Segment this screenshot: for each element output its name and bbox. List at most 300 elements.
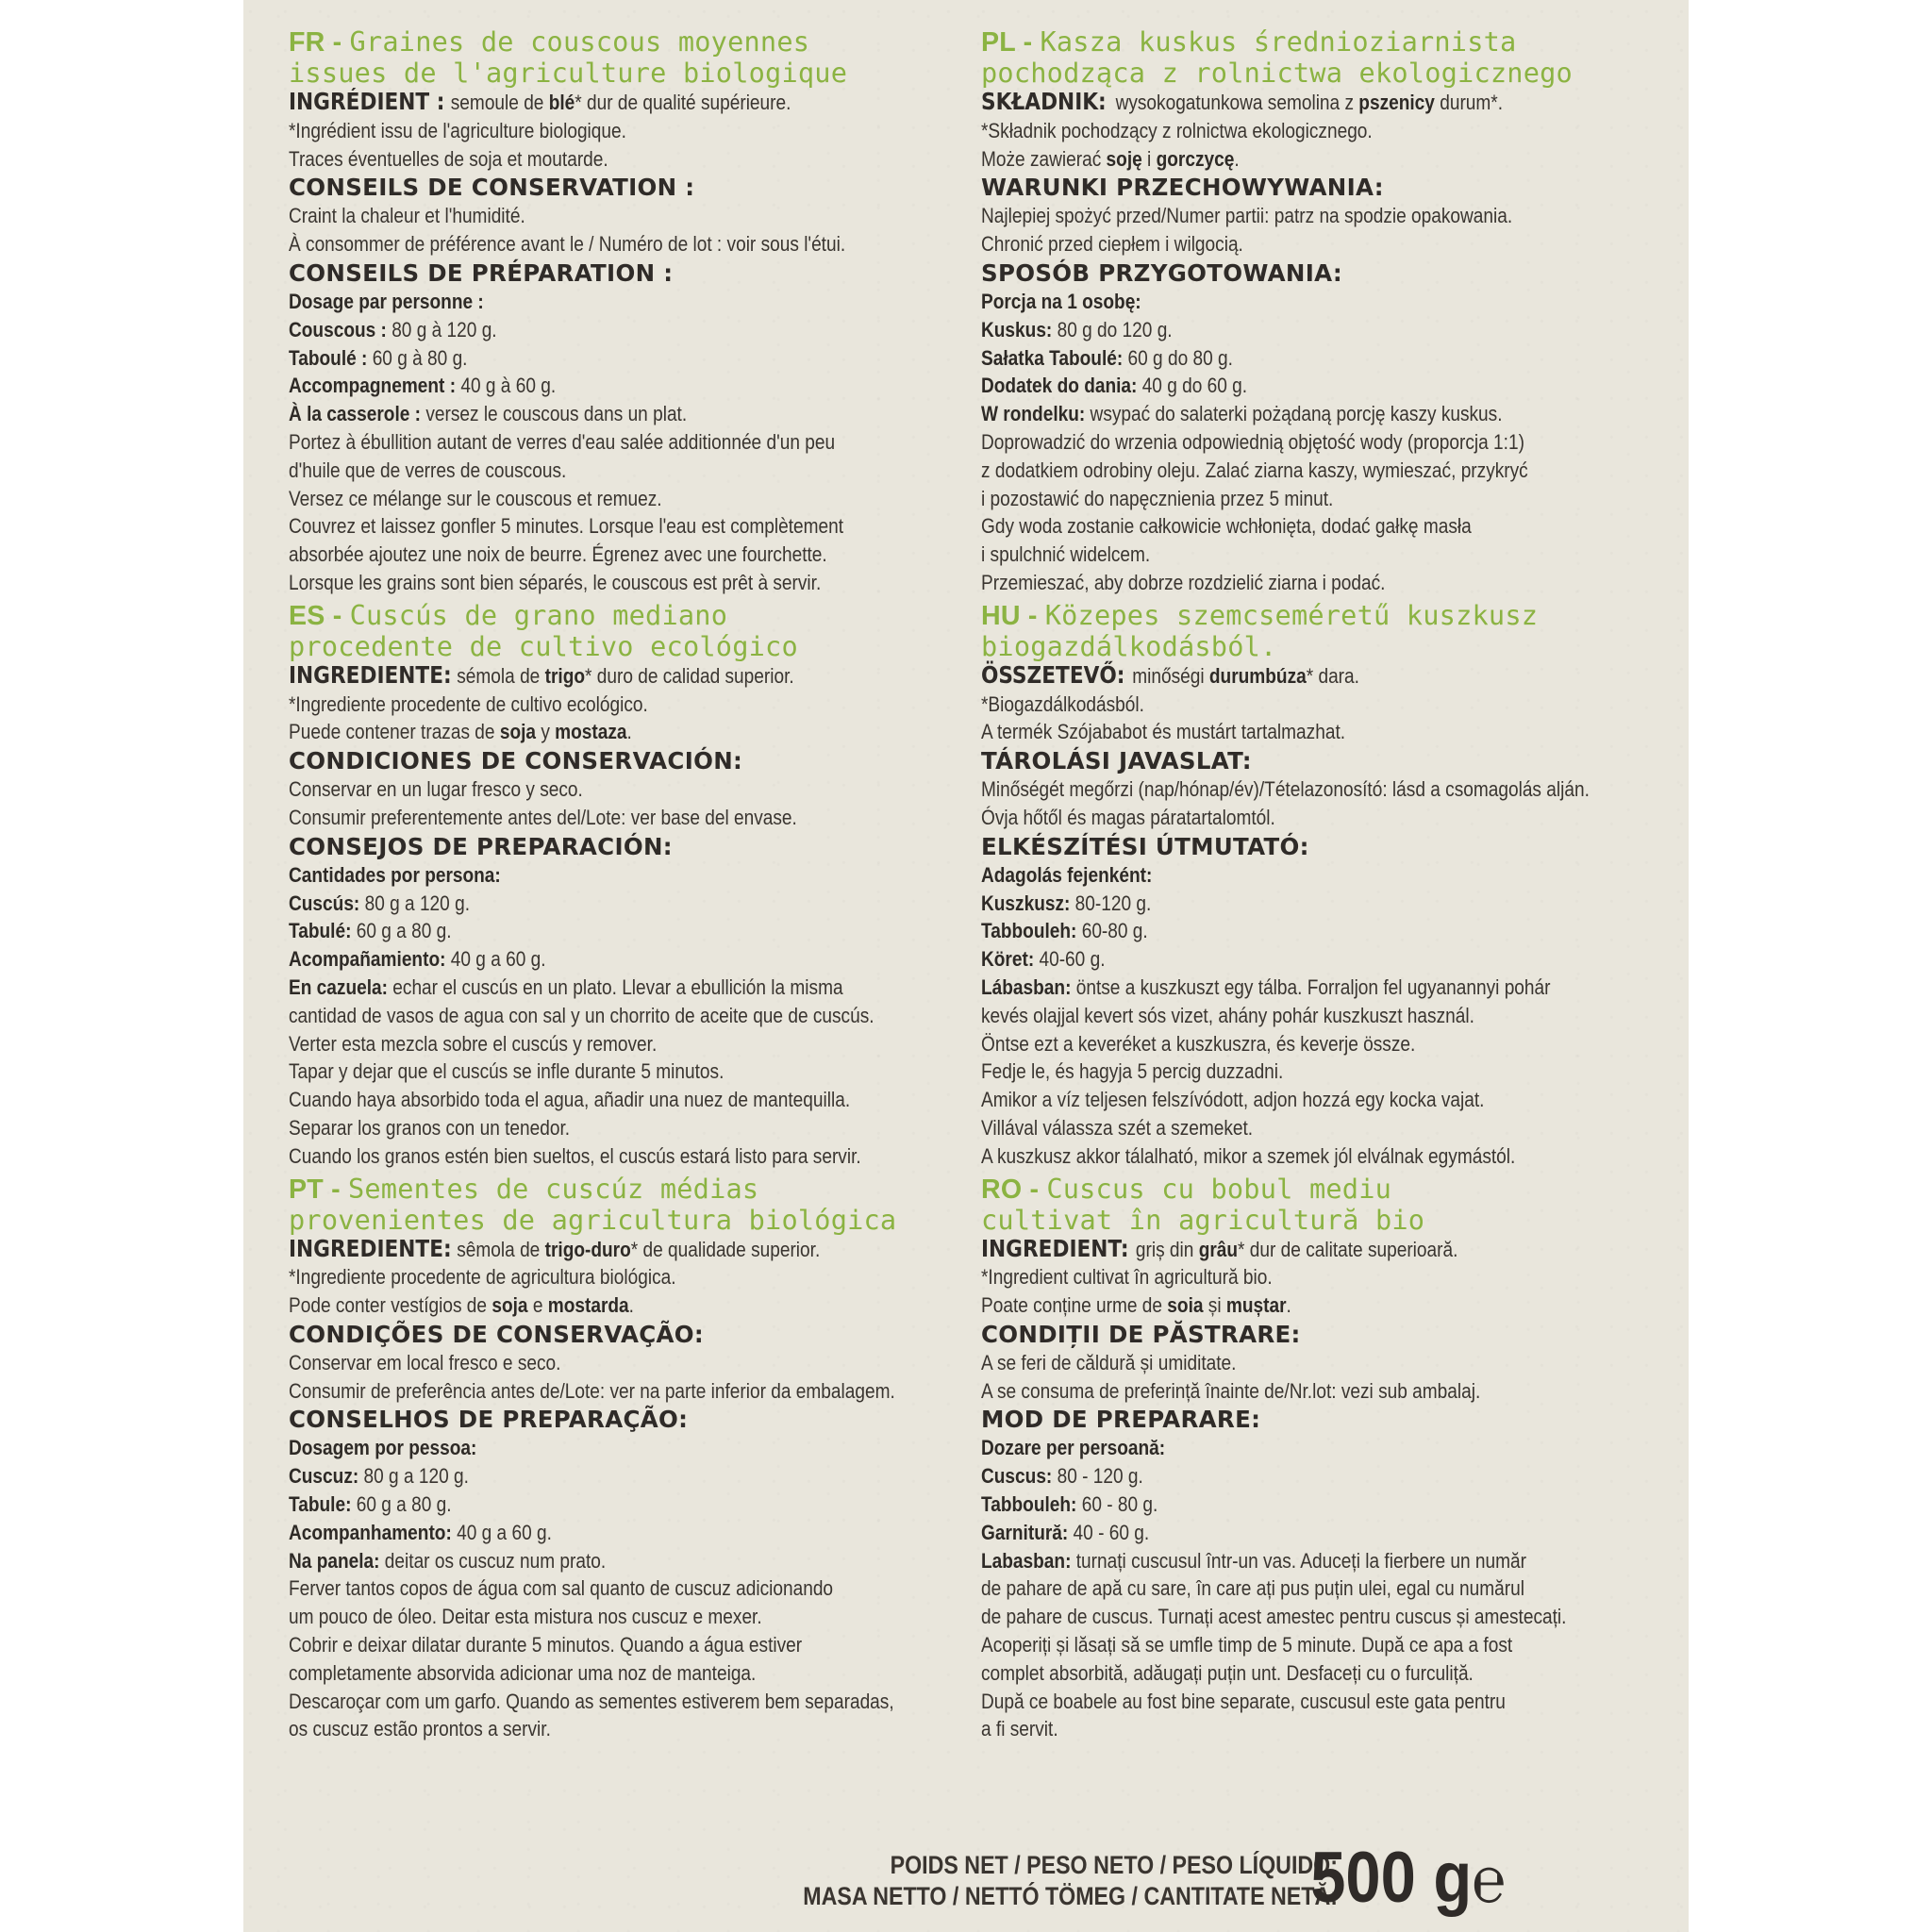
section-title: FR - Graines de couscous moyennes [289,25,810,58]
text-fragment: Cuando los granos estén bien sueltos, el cuscús estará listo para servir. [289,1143,861,1168]
text-fragment: minőségi [1132,663,1209,688]
inline-heading: INGREDIENT: [981,1234,1129,1262]
text-line [981,230,1581,258]
text-line [981,917,1581,945]
bold-text: Acompañamiento: [289,947,446,972]
text-fragment: *Ingredient cultivat în agricultură bio. [981,1265,1273,1290]
text-line [981,890,1581,918]
text-line [981,1603,1581,1631]
text-line [981,202,1581,230]
text-line [289,117,889,145]
text-fragment: Chronić przed ciepłem i wilgocią. [981,232,1243,257]
text-line [981,1377,1581,1406]
section-fr [289,26,987,597]
bold-text: Labasban: [981,1548,1072,1573]
bold-text: Köret: [981,947,1035,972]
inline-heading: INGREDIENTE: [289,660,452,689]
bold-text: Taboulé : [289,345,368,370]
text-line [981,1030,1581,1058]
text-fragment: Consumir de preferência antes de/Lote: ver na parte inferior da embalagem. [289,1378,895,1403]
title-text: Sementes de cuscúz médias [347,1172,759,1205]
text-line [981,661,1581,691]
text-fragment: i pozostawić do napęcznienia przez 5 minut. [981,486,1334,510]
text-line [289,457,889,485]
text-line [289,1291,889,1320]
text-line [981,1688,1581,1716]
text-line [289,861,889,890]
text-line [289,428,889,457]
subheading: CONDICIONES DE CONSERVACIÓN: [289,747,743,775]
text-fragment: 40 - 60 g. [1068,1520,1150,1544]
text-line [981,1086,1581,1114]
text-fragment: os cuscuz estão prontos a servir. [289,1717,551,1741]
title-text: issues de l'agriculture biologique [289,57,848,89]
text-fragment: Consumir preferentemente antes del/Lote: ver base del envase. [289,805,797,829]
language-code: ES [289,600,325,631]
text-fragment: absorbée ajoutez une noix de beurre. Égrenez avec une fourchette. [289,542,827,567]
title-text: pochodząca z rolnictwa ekologicznego [981,57,1573,89]
section-ro [981,1174,1679,1744]
text-line [289,1462,889,1491]
text-fragment: Óvja hőtől és magas páratartalomtól. [981,805,1275,829]
text-fragment: 60 g a 80 g. [351,1492,452,1517]
text-fragment: Gdy woda zostanie całkowicie wchłonięta, dodać gałkę masła [981,514,1472,539]
text-line [289,804,889,832]
bold-text: En cazuela: [289,974,388,999]
text-fragment: Acoperiți și lăsați să se umfle timp de 5 minute. După ce apa a fost [981,1633,1513,1657]
text-line [289,344,889,373]
language-code: RO [981,1174,1023,1205]
subheading: CONDIÇÕES DE CONSERVAÇÃO: [289,1320,704,1348]
bold-text: Accompagnement : [289,374,457,398]
bold-text: À la casserole : [289,402,422,426]
text-fragment: Puede contener trazas de [289,720,500,744]
subheading: CONSELHOS DE PREPARAÇÃO: [289,1406,689,1434]
text-fragment: *Składnik pochodzący z rolnictwa ekologicznego. [981,118,1373,142]
bold-text: Tabule: [289,1492,352,1517]
bold-text: Tabbouleh: [981,919,1077,943]
text-fragment: 40 g a 60 g. [445,947,546,972]
title-text: Közepes szemcseméretű kuszkusz [1044,598,1539,631]
text-line [289,1631,889,1659]
text-fragment: turnați cuscusul într-un vas. Aduceți la fierbere un număr [1071,1548,1527,1573]
bold-text: grâu [1198,1237,1239,1261]
text-fragment: * duro de calidad superior. [585,663,794,688]
text-fragment: Versez ce mélange sur le couscous et remuez. [289,486,662,510]
text-line [981,372,1581,400]
subheading: TÁROLÁSI JAVASLAT: [981,747,1252,775]
text-fragment: și [1203,1293,1226,1318]
net-weight-number: 500 g [1310,1838,1473,1918]
text-line [981,804,1581,832]
bold-text: Lábasban: [981,974,1072,999]
text-fragment: Najlepiej spożyć przed/Numer partii: patrz na spodzie opakowania. [981,204,1513,228]
text-fragment: * dur de qualité supérieure. [575,91,791,114]
text-fragment: Conservar en un lugar fresco y seco. [289,777,583,802]
text-line [289,512,889,541]
text-line [289,1058,889,1086]
text-fragment: 60 g a 80 g. [351,919,452,943]
bold-text: mostaza [555,720,627,744]
language-code: PL [981,27,1016,58]
text-line [289,145,889,174]
text-fragment: Conservar em local fresco e seco. [289,1350,561,1374]
text-line [981,775,1590,804]
subheading: CONSEJOS DE PREPARACIÓN: [289,832,673,860]
text-fragment: Może zawierać [981,146,1107,171]
bold-text: Adagolás fejenként: [981,862,1153,887]
text-line [289,1659,889,1688]
title-text: procedente de cultivo ecológico [289,629,798,662]
text-line [981,1659,1581,1688]
subheading: CONSEILS DE PRÉPARATION : [289,258,674,287]
text-line [981,1002,1581,1030]
text-line [981,1434,1581,1462]
text-fragment: a fi servit. [981,1717,1058,1741]
inline-heading: ÖSSZETEVŐ: [981,660,1125,689]
text-fragment: 60 - 80 g. [1076,1492,1158,1517]
text-line [289,1603,889,1631]
left-column [289,26,987,1746]
text-fragment: 40 g a 60 g. [451,1520,552,1544]
text-fragment: Craint la chaleur et l'humidité. [289,204,525,228]
text-fragment: 40 g do 60 g. [1137,374,1248,398]
bold-text: soja [499,720,537,744]
bold-text: Acompanhamento: [289,1520,452,1544]
text-line [289,1688,894,1716]
text-fragment: sêmola de [457,1237,545,1261]
title-text: Graines de couscous moyennes [349,25,810,58]
bold-text: trigo [544,663,586,688]
text-line [289,1519,889,1547]
text-fragment: versez le couscous dans un plat. [421,402,688,426]
text-line [289,1030,889,1058]
text-line [981,691,1581,719]
text-fragment: *Ingrediente procedente de agricultura biológica. [289,1265,676,1290]
text-line [289,1574,889,1603]
text-fragment: griș din [1135,1237,1199,1261]
text-line [981,1491,1581,1519]
text-line [289,1263,889,1291]
text-fragment: Pode conter vestígios de [289,1293,492,1318]
bold-text: Cuscus: [981,1464,1053,1489]
section-hu [981,600,1679,1171]
text-fragment: durum*. [1434,91,1504,114]
text-line [981,974,1581,1002]
text-line [289,917,889,945]
text-line [289,541,889,569]
bold-text: Tabulé: [289,919,352,943]
text-fragment: 80 g a 120 g. [359,891,471,915]
text-line [981,569,1581,597]
bold-text: Cuscús: [289,891,360,915]
text-fragment: 60 g do 80 g. [1123,345,1233,370]
section-title: ES - Cuscús de grano mediano [289,598,728,631]
text-fragment: * dara. [1306,663,1359,688]
text-fragment: A termék Szójababot és mustárt tartalmazhat. [981,720,1346,744]
text-fragment: 80 g do 120 g. [1052,317,1173,341]
text-line [981,1715,1581,1743]
text-line [981,1547,1581,1575]
bold-text: Dodatek do dania: [981,374,1138,398]
text-line [289,1002,889,1030]
bold-text: Porcja na 1 osobę: [981,289,1141,313]
text-line [289,1086,889,1114]
text-fragment: 80-120 g. [1070,891,1152,915]
text-fragment: Portez à ébullition autant de verres d'eau salée additionnée d'un peu [289,429,836,454]
section-title [289,58,987,88]
text-fragment: öntse a kuszkuszt egy tálba. Forraljon fel ugyanannyi pohár [1071,974,1551,999]
text-line [981,1631,1581,1659]
text-fragment: Przemieszać, aby dobrze rozdzielić ziarna i podać. [981,570,1386,594]
title-text: Cuscus cu bobul mediu [1046,1172,1392,1205]
text-line [981,1142,1581,1171]
subheading: SPOSÓB PRZYGOTOWANIA: [981,258,1342,287]
text-line [981,1574,1581,1603]
text-line [981,145,1581,174]
text-line [289,661,889,691]
text-fragment: * de qualidade superior. [630,1237,821,1261]
text-fragment: deitar os cuscuz num prato. [379,1548,607,1573]
subheading: CONSEILS DE CONSERVATION : [289,174,695,202]
text-fragment: A se consuma de preferință înainte de/Nr.lot: vezi sub ambalaj. [981,1378,1481,1403]
section-title [981,58,1679,88]
section-pt [289,1174,987,1744]
text-fragment: Amikor a víz teljesen felszívódott, adjon hozzá egy kocka vajat. [981,1088,1485,1112]
text-line [981,512,1581,541]
text-line [981,88,1581,117]
bold-text: Sałatka Taboulé: [981,345,1124,370]
bold-text: W rondelku: [981,402,1086,426]
language-code: FR [289,27,325,58]
text-fragment: *Biogazdálkodásból. [981,691,1144,716]
text-fragment: . [628,1293,634,1318]
section-title: PL - Kasza kuskus średnioziarnista [981,25,1517,58]
text-line [289,1235,889,1264]
net-weight-labels [803,1850,1338,1912]
text-line [289,288,889,316]
text-fragment: Cobrir e deixar dilatar durante 5 minutos. Quando a água estiver [289,1633,803,1657]
text-line [289,890,889,918]
text-fragment: echar el cuscús en un plato. Llevar a ebullición la misma [387,974,843,999]
text-line [289,1434,889,1462]
text-fragment: wsypać do salaterki pożądaną porcję kaszy kuskus. [1085,402,1503,426]
subheading: WARUNKI PRZECHOWYWANIA: [981,174,1384,202]
text-fragment: Tapar y dejar que el cuscús se infle durante 5 minutos. [289,1059,724,1084]
text-line [289,691,889,719]
text-fragment: semoule de [450,91,549,114]
title-text: provenientes de agricultura biológica [289,1203,897,1236]
text-line [981,288,1581,316]
text-line [289,775,889,804]
text-fragment: . [1234,146,1240,171]
text-fragment: 80 g a 120 g. [358,1464,469,1489]
text-line [289,974,889,1002]
text-line [981,1114,1581,1142]
title-text: cultivat în agricultură bio [981,1203,1425,1236]
text-fragment: 40-60 g. [1034,947,1106,972]
text-fragment: 40 g à 60 g. [456,374,557,398]
text-line [981,485,1581,513]
text-fragment: * dur de calitate superioară. [1238,1237,1458,1261]
text-fragment: . [1286,1293,1291,1318]
net-weight-label-line: MASA NETTO / NETTÓ TÖMEG / CANTITATE NETĂ: [803,1882,1338,1910]
text-line [289,88,889,117]
text-fragment: A kuszkusz akkor tálalható, mikor a szemek jól elválnak egymástól. [981,1143,1516,1168]
text-line [289,1349,889,1377]
text-fragment: z dodatkiem odrobiny oleju. Zalać ziarna kaszy, wymieszać, przykryć [981,458,1528,482]
text-fragment: completamente absorvida adicionar uma noz de manteiga. [289,1660,757,1685]
text-line [981,1519,1581,1547]
text-line [289,569,889,597]
text-fragment: Cuando haya absorbido toda el agua, añadir una nuez de mantequilla. [289,1088,851,1112]
text-fragment: Descaroçar com um garfo. Quando as sementes estiverem bem separadas, [289,1689,894,1713]
title-text: biogazdálkodásból. [981,629,1277,662]
text-line [289,1142,889,1171]
text-fragment: Lorsque les grains sont bien séparés, le couscous est prêt à servir. [289,570,822,594]
package-panel [243,0,1689,1932]
text-fragment: Villával válassza szét a szemeket. [981,1115,1254,1140]
text-fragment: Ferver tantos copos de água com sal quanto de cuscuz adicionando [289,1576,834,1601]
text-line [289,945,889,974]
text-line [289,316,889,344]
bold-text: Dosagem por pessoa: [289,1436,477,1460]
bold-text: blé [548,91,575,114]
text-fragment: 80 g à 120 g. [386,317,497,341]
text-fragment: sémola de [457,663,545,688]
right-column [981,26,1679,1746]
inline-heading: INGREDIENTE: [289,1234,452,1262]
inline-heading: SKŁADNIK: [981,88,1107,115]
text-fragment: Couvrez et laissez gonfler 5 minutes. Lorsque l'eau est complètement [289,514,844,539]
text-fragment: e [527,1293,548,1318]
text-line [289,485,889,513]
bold-text: muștar [1225,1293,1287,1318]
text-fragment: 60 g à 80 g. [367,345,468,370]
section-title [981,631,1679,661]
text-fragment: Fedje le, és hagyja 5 percig duzzadni. [981,1059,1284,1084]
text-line [981,428,1581,457]
bold-text: Kuszkusz: [981,891,1071,915]
text-fragment: Öntse ezt a keveréket a kuszkuszra, és keverje össze. [981,1031,1416,1056]
text-fragment: complet absorbită, adăugați puțin unt. Desfaceți cu o furculiță. [981,1660,1474,1685]
text-line [981,1235,1581,1264]
subheading: MOD DE PREPARARE: [981,1406,1261,1434]
text-fragment: *Ingrediente procedente de cultivo ecológico. [289,691,648,716]
text-fragment: 80 - 120 g. [1052,1464,1143,1489]
text-fragment: kevés olajjal kevert sós vizet, ahány pohár kuszkuszt használ. [981,1003,1474,1027]
text-fragment: Minőségét megőrzi (nap/hónap/év)/Tételazonosító: lásd a csomagolás alján. [981,777,1590,802]
bold-text: Tabbouleh: [981,1492,1077,1517]
text-fragment: Poate conține urme de [981,1293,1168,1318]
text-line [289,718,889,746]
text-line [981,1462,1581,1491]
text-fragment: cantidad de vasos de agua con sal y un chorrito de aceite que de cuscús. [289,1003,874,1027]
text-fragment: După ce boabele au fost bine separate, cuscusul este gata pentru [981,1689,1506,1713]
bold-text: mostarda [547,1293,629,1318]
text-line [289,1114,889,1142]
bold-text: soję [1106,146,1142,171]
text-fragment: Traces éventuelles de soja et moutarde. [289,146,608,171]
text-fragment: *Ingrédient issu de l'agriculture biologique. [289,118,626,142]
title-text: Cuscús de grano mediano [349,598,728,631]
estimated-sign-icon: ℮ [1472,1844,1506,1916]
bold-text: Kuskus: [981,317,1053,341]
text-line [981,718,1581,746]
text-fragment: Verter esta mezcla sobre el cuscús y remover. [289,1031,658,1056]
text-fragment: À consommer de préférence avant le / Numéro de lot : voir sous l'étui. [289,232,846,257]
bold-text: soia [1167,1293,1204,1318]
text-line [981,316,1581,344]
text-fragment: 60-80 g. [1076,919,1148,943]
inline-heading: INGRÉDIENT : [289,88,445,115]
language-code: PT [289,1174,324,1205]
bold-text: durumbúza [1208,663,1307,688]
text-line [289,1547,889,1575]
text-line [981,344,1581,373]
text-line [981,541,1581,569]
text-line [289,230,889,258]
text-line [981,1263,1581,1291]
section-title: HU - Közepes szemcseméretű kuszkusz [981,598,1539,631]
bold-text: pszenicy [1358,91,1435,114]
text-line [981,457,1581,485]
text-line [981,1058,1581,1086]
text-fragment: d'huile que de verres de couscous. [289,458,567,482]
title-text: Kasza kuskus średnioziarnista [1040,25,1517,58]
text-fragment: i [1141,146,1157,171]
text-line [289,202,889,230]
text-line [289,1715,889,1743]
text-fragment: Separar los granos con un tenedor. [289,1115,571,1140]
language-code: HU [981,600,1021,631]
net-weight-block [803,1838,1506,1920]
bold-text: Cuscuz: [289,1464,359,1489]
text-line [289,1491,889,1519]
text-fragment: de pahare de apă cu sare, în care ați pus puțin ulei, egal cu numărul [981,1576,1524,1601]
text-line [289,400,889,428]
text-fragment: A se feri de căldură și umiditate. [981,1350,1237,1374]
section-title [289,631,987,661]
bold-text: gorczycę [1156,146,1235,171]
text-line [289,1377,895,1406]
bold-text: Garnitură: [981,1520,1069,1544]
section-title: PT - Sementes de cuscúz médias [289,1172,759,1205]
text-fragment: i spulchnić widelcem. [981,542,1151,567]
text-line [981,1291,1581,1320]
text-fragment: um pouco de óleo. Deitar esta mistura nos cuscuz e mexer. [289,1605,762,1629]
text-fragment: . [626,720,632,744]
subheading: CONDIȚII DE PĂSTRARE: [981,1320,1301,1348]
text-fragment: de pahare de cuscus. Turnați acest amestec pentru cuscus și amestecați. [981,1605,1567,1629]
text-line [981,400,1581,428]
text-line [981,1349,1581,1377]
text-fragment: y [536,720,556,744]
net-weight-value [1310,1840,1506,1918]
net-weight-label-line: POIDS NET / PESO NETO / PESO LÍQUIDO: [890,1851,1338,1879]
bold-text: Cantidades por persona: [289,862,501,887]
text-line [289,372,889,400]
bold-text: Couscous : [289,317,387,341]
text-line [981,117,1581,145]
text-fragment: wysokogatunkowa semolina z [1115,91,1359,114]
bold-text: Dosage par personne : [289,289,484,313]
section-title: RO - Cuscus cu bobul mediu [981,1172,1392,1205]
text-line [981,945,1581,974]
text-line [981,861,1581,890]
section-title [981,1205,1679,1235]
section-title [289,1205,987,1235]
